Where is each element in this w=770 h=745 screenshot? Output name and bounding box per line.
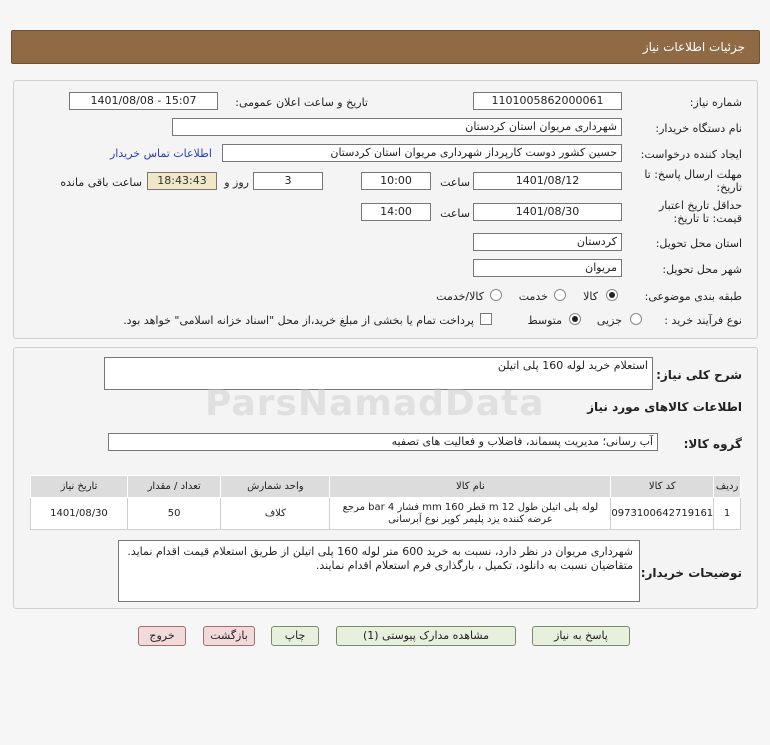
cell-name-line2: عرضه کننده یزد پلیمر کویر نوع آبرسانی [388, 513, 553, 525]
need-summary-field: استعلام خرید لوله 160 پلی اتیلن [104, 357, 653, 390]
page-header [11, 30, 760, 64]
province-field: کردستان [473, 233, 622, 251]
deadline-label [644, 168, 742, 194]
category-radio-goods-service[interactable] [490, 289, 502, 301]
exit-button[interactable]: خروج [138, 626, 186, 646]
cell-qty: 50 [127, 498, 220, 530]
creator-label: ایجاد کننده درخواست: [640, 148, 742, 161]
city-label: شهر محل تحویل: [662, 263, 742, 276]
watermark-brand: ParsNamadData [205, 383, 545, 424]
deadline-date-field: 1401/08/12 [473, 172, 622, 190]
print-button[interactable]: چاپ [271, 626, 319, 646]
deadline-time-label: ساعت [440, 176, 470, 189]
need-number-label: شماره نیاز: [689, 96, 742, 109]
buyer-contact-link[interactable]: اطلاعات تماس خریدار [110, 147, 212, 160]
treasury-payment-note: پرداخت تمام یا بخشی از مبلغ خرید،از محل "اسناد خزانه اسلامی" خواهد بود. [123, 314, 474, 327]
page-title: جزئیات اطلاعات نیاز [642, 40, 745, 54]
validity-date-field: 1401/08/30 [473, 203, 622, 221]
cell-row: 1 [714, 498, 741, 530]
attachments-button[interactable]: مشاهده مدارک پیوستی (1) [336, 626, 516, 646]
category-option-goods: کالا [583, 290, 598, 303]
cell-date: 1401/08/30 [31, 498, 128, 530]
validity-label [659, 199, 742, 225]
deadline-label-line2: تاریخ: [716, 181, 742, 194]
remaining-time-field: 18:43:43 [147, 172, 217, 190]
days-field: 3 [253, 172, 323, 190]
col-unit: واحد شمارش [221, 476, 330, 498]
announce-label: تاریخ و ساعت اعلان عمومی: [235, 96, 368, 109]
validity-time-label: ساعت [440, 207, 470, 220]
category-radio-goods[interactable] [606, 289, 618, 301]
need-summary-label: شرح کلی نیاز: [656, 368, 742, 382]
category-option-goods-service: کالا/خدمت [436, 290, 484, 303]
validity-label-line2: قیمت: تا تاریخ: [673, 212, 742, 225]
buyer-description-label: توضیحات خریدار: [640, 566, 742, 580]
validity-label-line1: حداقل تاریخ اعتبار [658, 199, 742, 212]
goods-info-title: اطلاعات کالاهای مورد نیاز [587, 400, 742, 414]
creator-field: حسین کشور دوست کارپرداز شهرداری مریوان استان کردستان [222, 144, 622, 162]
deadline-time-field: 10:00 [361, 172, 431, 190]
reply-button[interactable]: پاسخ به نیاز [532, 626, 630, 646]
announce-field: 1401/08/08 - 15:07 [69, 92, 218, 110]
col-date: تاریخ نیاز [31, 476, 128, 498]
buyer-description-field: شهرداری مریوان در نظر دارد، نسبت به خرید 600 متر لوله 160 پلی اتیلن از طریق استعلام قیمت اقدام نماید. متقاضیان نسبت به دانلود، تکمیل ، بارگذاری فرم استعلام اقدام نمایند. [118, 540, 640, 602]
buyer-org-label: نام دستگاه خریدار: [655, 122, 742, 135]
category-radio-service[interactable] [554, 289, 566, 301]
col-qty: تعداد / مقدار [127, 476, 220, 498]
goods-group-field: آب رسانی؛ مدیریت پسماند، فاضلاب و فعالیت های تصفیه [108, 433, 658, 451]
process-option-minor: جزیی [596, 314, 622, 327]
col-code: کد کالا [611, 476, 714, 498]
process-option-medium: متوسط [527, 314, 562, 327]
deadline-label-line1: مهلت ارسال پاسخ: تا [644, 168, 742, 181]
treasury-payment-checkbox[interactable] [480, 313, 492, 325]
cell-code: 0973100642719161 [611, 498, 714, 530]
cell-name [330, 498, 611, 530]
process-label: نوع فرآیند خرید : [664, 314, 742, 327]
validity-time-field: 14:00 [361, 203, 431, 221]
category-label: طبقه بندی موضوعی: [644, 290, 742, 303]
back-button[interactable]: بازگشت [203, 626, 255, 646]
items-table [30, 475, 741, 530]
goods-group-label: گروه کالا: [683, 437, 742, 451]
process-radio-medium[interactable] [569, 313, 581, 325]
province-label: استان محل تحویل: [655, 237, 742, 250]
city-field: مریوان [473, 259, 622, 277]
table-row [31, 498, 741, 530]
days-label: روز و [224, 176, 249, 189]
need-number-field: 1101005862000061 [473, 92, 622, 110]
remaining-time-label: ساعت باقی مانده [60, 176, 142, 189]
process-radio-minor[interactable] [630, 313, 642, 325]
cell-name-line1: لوله پلی اتیلن طول 12 m قطر 160 mm فشار 4 bar مرجع [342, 501, 599, 513]
col-name: نام کالا [330, 476, 611, 498]
cell-unit: کلاف [221, 498, 330, 530]
buyer-org-field: شهرداری مریوان استان کردستان [172, 118, 622, 136]
col-row: ردیف [714, 476, 741, 498]
category-option-service: خدمت [518, 290, 548, 303]
